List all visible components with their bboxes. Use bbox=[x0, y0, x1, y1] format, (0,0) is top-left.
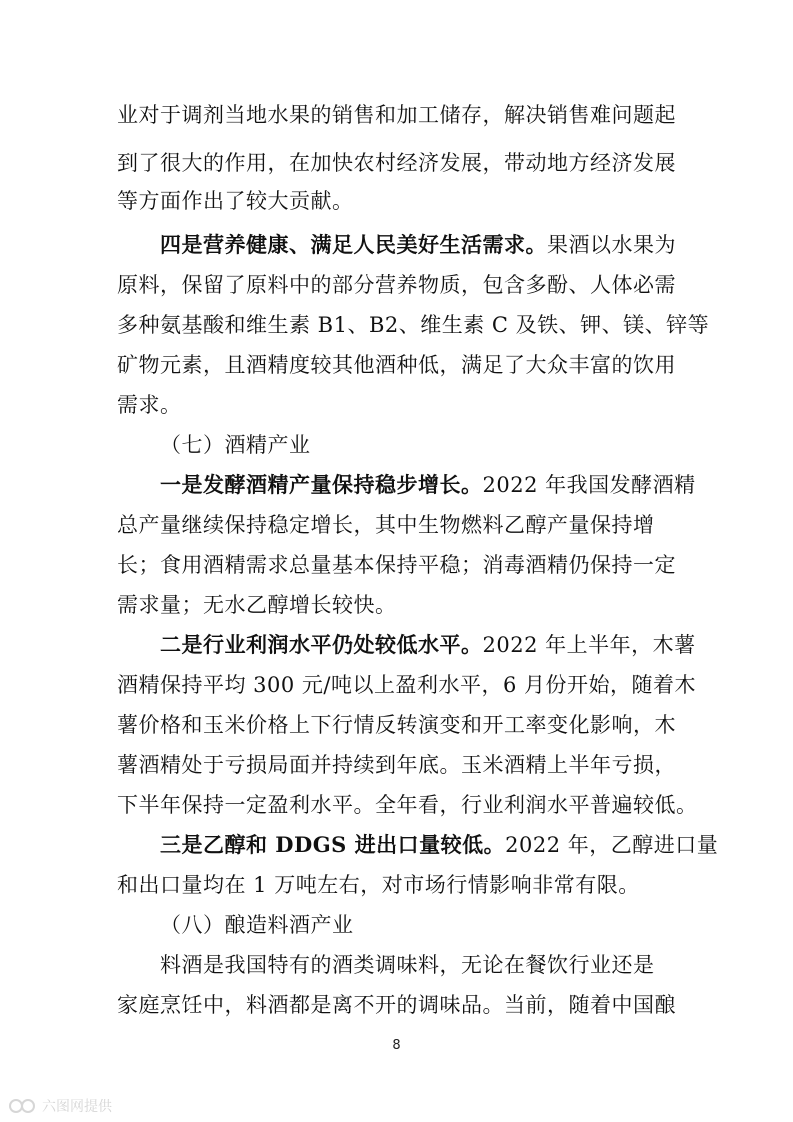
text-line: 长；食用酒精需求总量基本保持平稳；消毒酒精仍保持一定 bbox=[117, 553, 676, 577]
section-heading: （八）酿造料酒产业 bbox=[160, 913, 354, 937]
watermark-logo-icon bbox=[8, 1098, 38, 1114]
text-line: 下半年保持一定盈利水平。全年看，行业利润水平普遍较低。 bbox=[117, 793, 698, 817]
text-line: 和出口量均在 1 万吨左右，对市场行情影响非常有限。 bbox=[117, 873, 640, 897]
text-line: 矿物元素，且酒精度较其他酒种低，满足了大众丰富的饮用 bbox=[117, 353, 676, 377]
text-line: 等方面作出了较大贡献。 bbox=[117, 189, 354, 213]
text-line: 三是乙醇和 DDGS 进出口量较低。2022 年，乙醇进口量 bbox=[160, 832, 719, 857]
watermark-text: 六图网提供 bbox=[42, 1099, 112, 1115]
text-line: 原料，保留了原料中的部分营养物质，包含多酚、人体必需 bbox=[117, 273, 676, 297]
text-line: 总产量继续保持稳定增长，其中生物燃料乙醇产量保持增 bbox=[117, 513, 655, 537]
bold-lead: 三是乙醇和 DDGS 进出口量较低。 bbox=[160, 832, 506, 857]
text-line: 家庭烹饪中，料酒都是离不开的调味品。当前，随着中国酿 bbox=[117, 993, 676, 1017]
text-line: 四是营养健康、满足人民美好生活需求。果酒以水果为 bbox=[160, 232, 676, 257]
page-number: 8 bbox=[392, 1038, 401, 1053]
text-line: 薯酒精处于亏损局面并持续到年底。玉米酒精上半年亏损， bbox=[117, 753, 676, 777]
text-line: 一是发酵酒精产量保持稳步增长。2022 年我国发酵酒精 bbox=[160, 472, 696, 497]
section-heading: （七）酒精产业 bbox=[160, 433, 311, 457]
text-line: 薯价格和玉米价格上下行情反转演变和开工率变化影响，木 bbox=[117, 713, 676, 737]
bold-lead: 四是营养健康、满足人民美好生活需求。 bbox=[160, 232, 547, 257]
text-line: 酒精保持平均 300 元/吨以上盈利水平，6 月份开始，随着木 bbox=[117, 673, 697, 697]
bold-lead: 一是发酵酒精产量保持稳步增长。 bbox=[160, 472, 483, 497]
text-line: 需求量；无水乙醇增长较快。 bbox=[117, 593, 397, 617]
text-line: 料酒是我国特有的酒类调味料，无论在餐饮行业还是 bbox=[160, 953, 655, 977]
text-line: 业对于调剂当地水果的销售和加工储存，解决销售难问题起 bbox=[117, 103, 676, 127]
text-line: 多种氨基酸和维生素 B1、B2、维生素 C 及铁、钾、镁、锌等 bbox=[117, 313, 710, 337]
watermark bbox=[8, 1096, 112, 1116]
text-line: 到了很大的作用，在加快农村经济发展，带动地方经济发展 bbox=[117, 151, 676, 175]
text-line: 需求。 bbox=[117, 393, 182, 417]
bold-lead: 二是行业利润水平仍处较低水平。 bbox=[160, 632, 483, 657]
text-line: 二是行业利润水平仍处较低水平。2022 年上半年，木薯 bbox=[160, 632, 696, 657]
